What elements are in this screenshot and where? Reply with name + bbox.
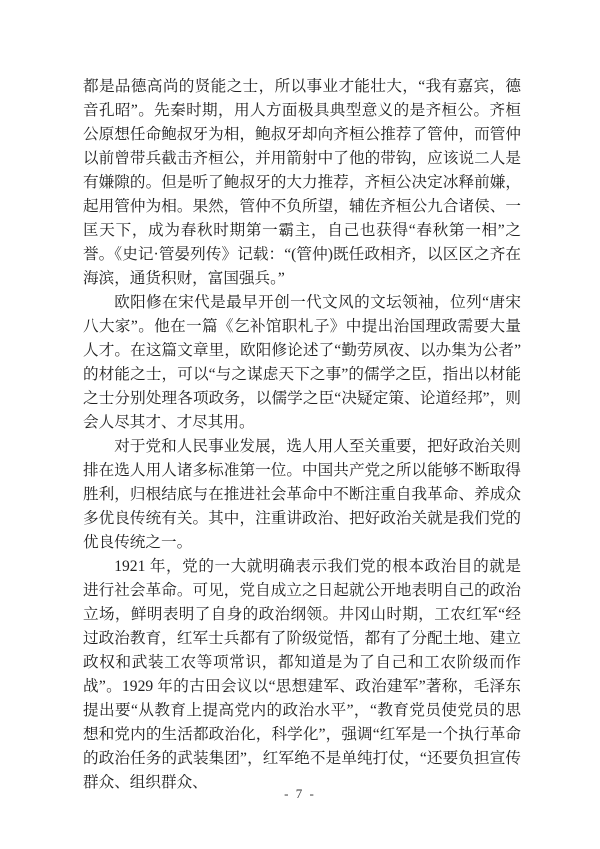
paragraph: 欧阳修在宋代是最早开创一代文风的文坛领袖，位列“唐宋八大家”。他在一篇《乞补馆职札子》中提出治国理政需要大量人才。在这篇文章里，欧阳修论述了“勤劳夙夜、以办集为公者”的材能之士，可以“与之谋虑天下之事”的儒学之臣，指出以材能之士分别处理各项政务，以儒学之臣“决疑定策、论道经邦”，则会人尽其才、才尽其用。 <box>83 294 521 431</box>
document-body <box>83 75 521 795</box>
page-number: - 7 - <box>284 786 316 801</box>
paragraph-continuation: 都是品德高尚的贤能之士，所以事业才能壮大，“我有嘉宾，德音孔昭”。先秦时期，用人方面极具典型意义的是齐桓公。齐桓公原想任命鲍叔牙为相，鲍叔牙却向齐桓公推荐了管仲，而管仲以前曾带兵截击齐桓公，并用箭射中了他的带钩，应该说二人是有嫌隙的。但是听了鲍叔牙的大力推荐，齐桓公决定冰释前嫌，起用管仲为相。果然，管仲不负所望，辅佐齐桓公九合诸侯、一匡天下，成为春秋时期第一霸主，自己也获得“春秋第一相”之誉。《史记·管晏列传》记载：“(管仲)既任政相齐，以区区之齐在海滨，通货积财，富国强兵。” <box>83 78 521 287</box>
paragraph: 1921 年，党的一大就明确表示我们党的根本政治目的就是进行社会革命。可见，党自成立之日起就公开地表明自己的政治立场，鲜明表明了自身的政治纲领。井冈山时期，工农红军“经过政治教育，红军士兵都有了阶级觉悟，都有了分配土地、建立政权和武装工农等项常识，都知道是为了自己和工农阶级而作战”。1929 年的古田会议以“思想建军、政治建军”著称，毛泽东提出要“从教育上提高党内的政治水平”，“教育党员使党员的思想和党内的生活都政治化，科学化”，强调“红军是一个执行革命的政治任务的武装集团”，红军绝不是单纯打仗，“还要负担宣传群众、组织群众、 <box>83 558 521 791</box>
paragraph: 对于党和人民事业发展，选人用人至关重要，把好政治关则排在选人用人诸多标准第一位。中国共产党之所以能够不断取得胜利，归根结底与在推进社会革命中不断注重自我革命、养成众多优良传统有关。其中，注重讲政治、把好政治关就是我们党的优良传统之一。 <box>83 438 521 551</box>
